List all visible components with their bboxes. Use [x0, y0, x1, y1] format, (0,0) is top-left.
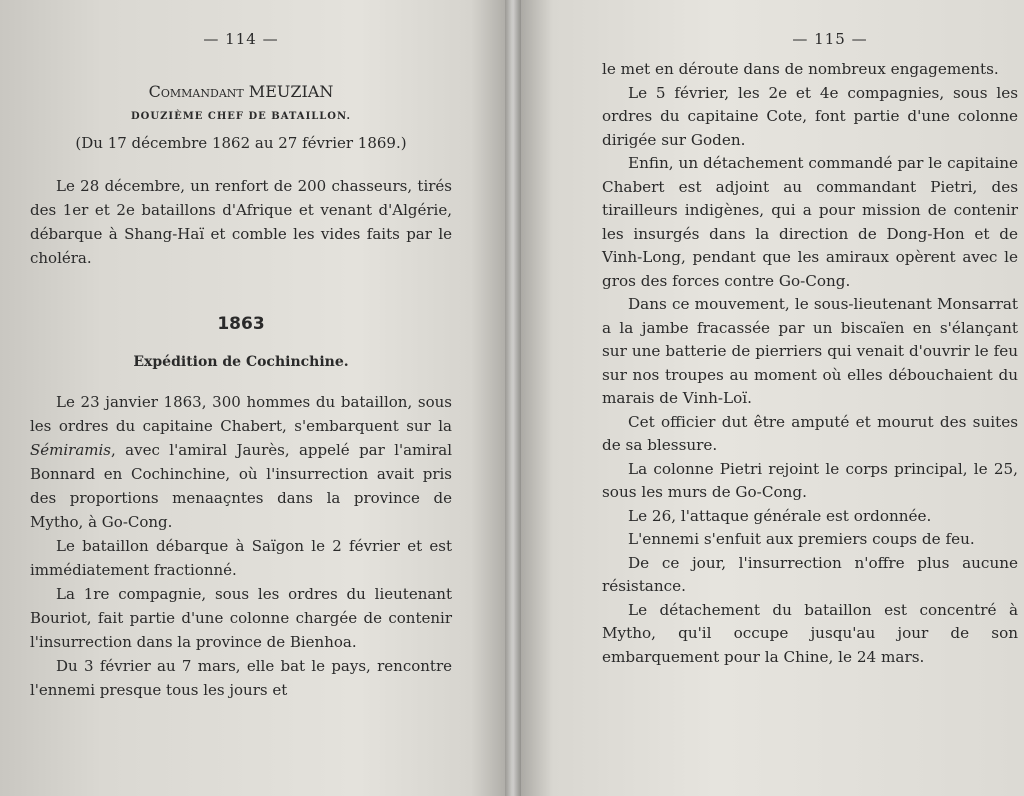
- ship-name: Sémiramis: [30, 441, 112, 459]
- paragraph: Le 26, l'attaque générale est ordonnée.: [628, 506, 932, 525]
- book-gutter: [505, 0, 521, 796]
- paragraph: Le détachement du bataillon est concentré à Mytho, qu'il occupe jusqu'au jour de son embarquement pour la Chine, le 24 mars.: [602, 600, 1018, 666]
- paragraph-text: Le 23 janvier 1863, 300 hommes du bataillon, sous les ordres du capitaine Chabert, s'embarquent sur la: [30, 393, 452, 435]
- right-page: [512, 0, 1024, 796]
- paragraph: Cet officier dut être amputé et mourut des suites de sa blessure.: [602, 412, 1018, 454]
- tenure-dates: (Du 17 décembre 1862 au 27 février 1869.): [75, 134, 407, 152]
- paragraph: Dans ce mouvement, le sous-lieutenant Monsarrat a la jambe fracassée par un biscaïen en s'élançant sur une batterie de pierriers qui venait d'ouvrir le feu sur nos troupes au moment où elles débouchaient du marais de Vinh-Loï.: [602, 295, 1018, 407]
- paragraph: L'ennemi s'enfuit aux premiers coups de feu.: [628, 530, 975, 548]
- paragraph: De ce jour, l'insurrection n'offre plus aucune résistance.: [602, 553, 1018, 595]
- year-heading: 1863: [217, 314, 265, 334]
- page-number-left: — 114 —: [203, 30, 279, 48]
- paragraph: Le bataillon débarque à Saïgon le 2 février et est immédiatement fractionné.: [30, 537, 452, 579]
- paragraph: La colonne Pietri rejoint le corps principal, le 25, sous les murs de Go-Cong.: [602, 459, 1018, 501]
- paragraph: le met en déroute dans de nombreux engagements.: [602, 60, 999, 78]
- paragraph: La 1re compagnie, sous les ordres du lieutenant Bouriot, fait partie d'une colonne chargée de contenir l'insurrection dans la province de Bienhoa.: [30, 585, 452, 651]
- page-number-right: — 115 —: [792, 30, 868, 48]
- paragraph: [30, 390, 452, 534]
- paragraph: Le 28 décembre, un renfort de 200 chasseurs, tirés des 1er et 2e bataillons d'Afrique et venant d'Algérie, débarque à Shang-Haï et comble les vides faits par le choléra.: [30, 177, 452, 267]
- section-title: Expédition de Cochinchine.: [133, 354, 349, 370]
- paragraph-text: , avec l'amiral Jaurès, appelé par l'amiral Bonnard en Cochinchine, où l'insurrection avait pris des proportions menaaçntes dans la province de Mytho, à Go-Cong.: [30, 441, 452, 531]
- chapter-subheading: DOUZIÈME CHEF DE BATAILLON.: [130, 111, 351, 122]
- chapter-heading: Commandant MEUZIAN: [148, 82, 334, 101]
- paragraph: Le 5 février, les 2e et 4e compagnies, sous les ordres du capitaine Cote, font partie d'une colonne dirigée sur Goden.: [602, 83, 1018, 149]
- paragraph: Du 3 février au 7 mars, elle bat le pays, rencontre l'ennemi presque tous les jours et: [30, 657, 452, 699]
- paragraph: Enfin, un détachement commandé par le capitaine Chabert est adjoint au commandant Pietri, des tirailleurs indigènes, qui a pour mission de contenir les insurgés dans la direction de Dong-Hon et de Vinh-Long, pendant que les amiraux opèrent avec le gros des forces contre Go-Cong.: [602, 154, 1018, 290]
